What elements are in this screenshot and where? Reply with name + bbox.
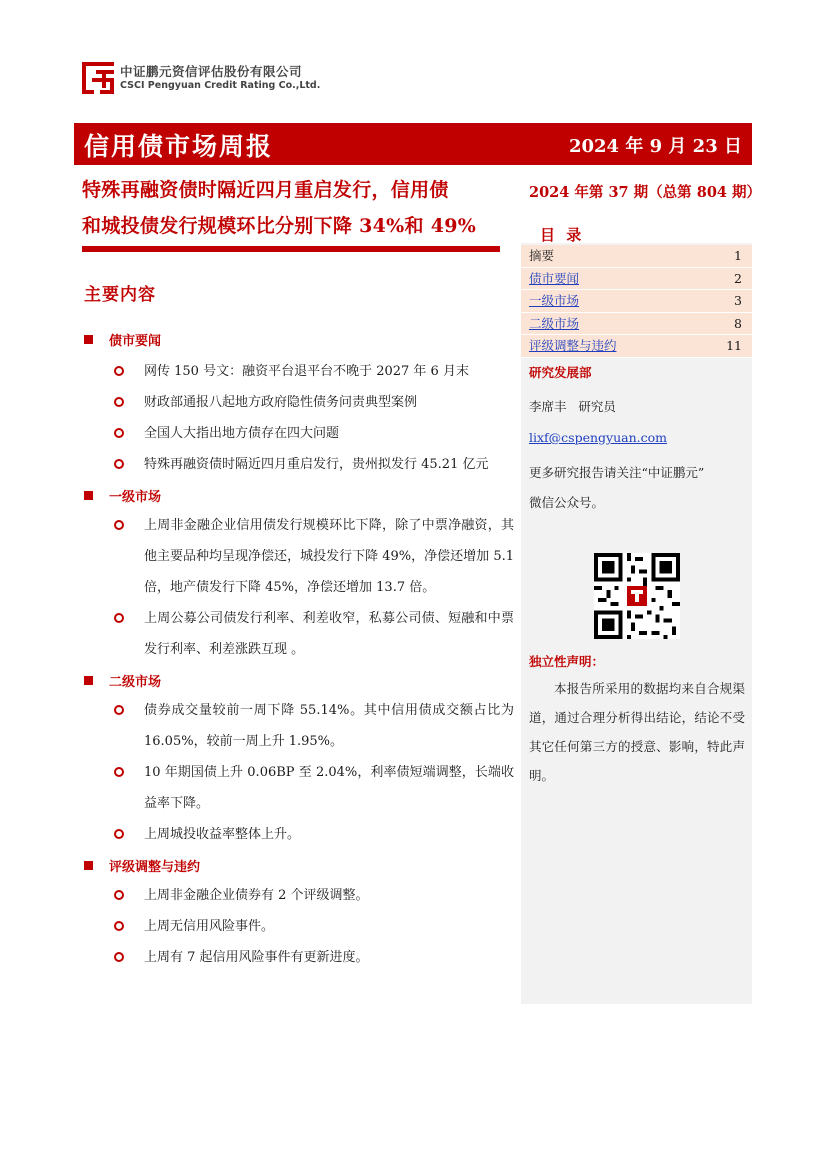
logo-mark-icon xyxy=(82,62,114,94)
company-name-en: CSCI Pengyuan Credit Rating Co.,Ltd. xyxy=(120,80,321,91)
follow-note-line-1: 更多研究报告请关注“中证鹏元” xyxy=(529,465,705,480)
section-rating-default xyxy=(84,850,514,973)
list-item: 上周城投收益率整体上升。 xyxy=(84,819,514,850)
circle-bullet-icon xyxy=(114,767,124,777)
circle-bullet-icon xyxy=(114,366,124,376)
headline xyxy=(82,172,522,244)
list-item: 网传 150 号文：融资平台退平台不晚于 2027 年 6 月末 xyxy=(84,356,514,387)
main-content-heading: 主要内容 xyxy=(84,285,156,305)
headline-rule xyxy=(82,246,500,252)
circle-bullet-icon xyxy=(114,520,124,530)
headline-line-1: 特殊再融资债时隔近四月重启发行，信用债 xyxy=(82,179,449,201)
square-bullet-icon xyxy=(84,335,93,344)
list-item: 上周非金融企业信用债发行规模环比下降，除了中票净融资，其他主要品种均呈现净偿还，城投发行下降 49%，净偿还增加 5.1 倍，地产债发行下降 45%，净偿还增加 13.7 倍。 xyxy=(84,510,514,603)
disclaimer-title: 独立性声明： xyxy=(529,654,605,669)
follow-note-line-2: 微信公众号。 xyxy=(529,495,605,510)
square-bullet-icon xyxy=(84,676,93,685)
circle-bullet-icon xyxy=(114,613,124,623)
toc-title: 目 录 xyxy=(540,226,585,244)
analyst-email-link[interactable]: lixf@cspengyuan.com xyxy=(529,430,668,445)
square-bullet-icon xyxy=(84,491,93,500)
qr-code-icon xyxy=(594,553,680,639)
company-logo xyxy=(82,62,320,94)
toc-item-summary[interactable]: 摘要 1 xyxy=(521,245,752,268)
section-title: 评级调整与违约 xyxy=(109,859,201,875)
circle-bullet-icon xyxy=(114,952,124,962)
toc-item-bond-news[interactable]: 债市要闻 2 xyxy=(521,268,752,291)
report-date: 2024 年 9 月 23 日 xyxy=(568,136,742,157)
section-secondary-market xyxy=(84,665,514,850)
list-item: 特殊再融资债时隔近四月重启发行，贵州拟发行 45.21 亿元 xyxy=(84,449,514,480)
disclaimer-text: 本报告所采用的数据均来自合规渠道，通过合理分析得出结论，结论不受其它任何第三方的授意、影响，特此声明。 xyxy=(529,681,745,783)
circle-bullet-icon xyxy=(114,921,124,931)
research-dept: 研究发展部 xyxy=(529,365,592,380)
toc-item-rating-default[interactable]: 评级调整与违约 11 xyxy=(521,335,752,358)
main-content xyxy=(84,322,514,973)
table-of-contents xyxy=(521,245,752,358)
circle-bullet-icon xyxy=(114,705,124,715)
section-title: 二级市场 xyxy=(109,674,162,690)
issue-number: 2024 年第 37 期（总第 804 期） xyxy=(529,184,762,201)
list-item: 上周有 7 起信用风险事件有更新进度。 xyxy=(84,942,514,973)
circle-bullet-icon xyxy=(114,428,124,438)
title-banner xyxy=(74,123,752,165)
list-item: 10 年期国债上升 0.06BP 至 2.04%，利率债短端调整，长端收益率下降。 xyxy=(84,757,514,819)
circle-bullet-icon xyxy=(114,459,124,469)
section-primary-market xyxy=(84,480,514,665)
list-item: 上周非金融企业债券有 2 个评级调整。 xyxy=(84,880,514,911)
section-title: 一级市场 xyxy=(109,489,162,505)
list-item: 上周无信用风险事件。 xyxy=(84,911,514,942)
headline-line-2: 和城投债发行规模环比分别下降 34%和 49% xyxy=(82,215,477,237)
list-item: 全国人大指出地方债存在四大问题 xyxy=(84,418,514,449)
square-bullet-icon xyxy=(84,861,93,870)
company-name-cn: 中证鹏元资信评估股份有限公司 xyxy=(120,64,303,79)
circle-bullet-icon xyxy=(114,829,124,839)
list-item: 债券成交量较前一周下降 55.14%。其中信用债成交额占比为 16.05%，较前一周上升 1.95%。 xyxy=(84,695,514,757)
toc-item-secondary-market[interactable]: 二级市场 8 xyxy=(521,313,752,336)
toc-item-primary-market[interactable]: 一级市场 3 xyxy=(521,290,752,313)
circle-bullet-icon xyxy=(114,397,124,407)
list-item: 财政部通报八起地方政府隐性债务问责典型案例 xyxy=(84,387,514,418)
report-title: 信用债市场周报 xyxy=(84,132,274,161)
section-title: 债市要闻 xyxy=(109,333,162,349)
analyst-name: 李席丰 研究员 xyxy=(529,399,616,414)
list-item: 上周公募公司债发行利率、利差收窄，私募公司债、短融和中票发行利率、利差涨跌互现 。 xyxy=(84,603,514,665)
circle-bullet-icon xyxy=(114,890,124,900)
section-bond-news xyxy=(84,324,514,480)
